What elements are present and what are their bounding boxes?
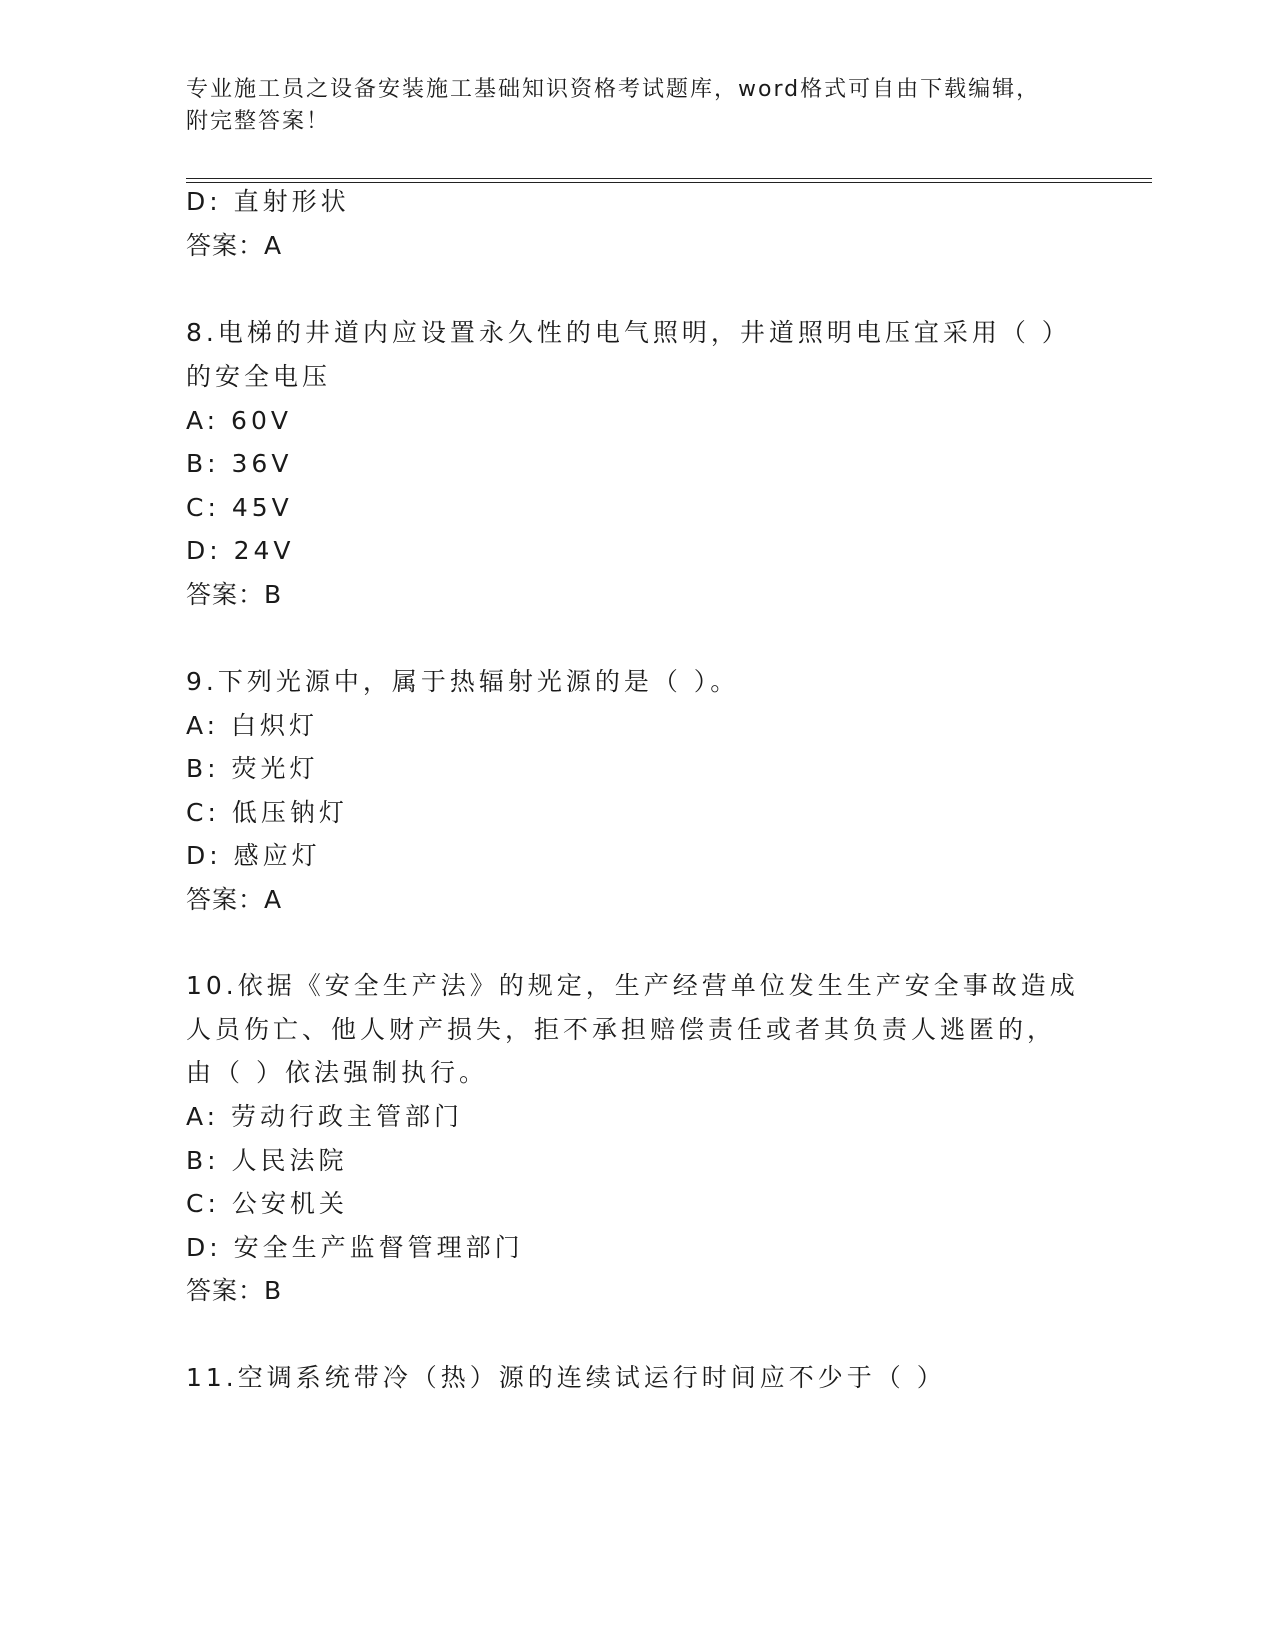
header-line-1: 专业施工员之设备安装施工基础知识资格考试题库，word格式可自由下载编辑， [186, 77, 1041, 102]
q10-stem-line-2: 人员伤亡、他人财产损失，拒不承担赔偿责任或者其负责人逃匿的， [186, 1015, 1057, 1044]
q10-stem-line-1: 10.依据《安全生产法》的规定，生产经营单位发生生产安全事故造成 [186, 971, 1079, 1000]
q8-option-d: D: 24V [186, 536, 295, 565]
q9-option-d: D: 感应灯 [186, 841, 321, 870]
q9-option-c: C: 低压钠灯 [186, 798, 348, 827]
document-header [186, 74, 1086, 138]
q10-option-a: A: 劳动行政主管部门 [186, 1102, 464, 1131]
q8-option-b: B: 36V [186, 449, 293, 478]
q10-stem-line-3: 由（ ）依法强制执行。 [186, 1058, 488, 1087]
q7-answer: 答案：A [186, 231, 283, 260]
q7-option-d: D: 直射形状 [186, 187, 350, 216]
q8-stem-line-2: 的安全电压 [186, 362, 332, 391]
q8-answer: 答案：B [186, 580, 283, 609]
q9-answer: 答案：A [186, 885, 283, 914]
header-divider [186, 178, 1152, 183]
q8-stem-line-1: 8.电梯的井道内应设置永久性的电气照明，井道照明电压宜采用（ ） [186, 318, 1071, 347]
q9-option-a: A: 白炽灯 [186, 711, 319, 740]
q10-answer: 答案：B [186, 1276, 283, 1305]
q9-option-b: B: 荧光灯 [186, 754, 319, 783]
header-line-2: 附完整答案！ [186, 109, 331, 134]
q10-option-c: C: 公安机关 [186, 1189, 348, 1218]
q9-stem-line-1: 9.下列光源中，属于热辐射光源的是（ ）。 [186, 667, 740, 696]
q11-stem-line-1: 11.空调系统带冷（热）源的连续试运行时间应不少于（ ） [186, 1363, 946, 1392]
q8-option-a: A: 60V [186, 406, 292, 435]
q10-option-b: B: 人民法院 [186, 1146, 348, 1175]
q8-option-c: C: 45V [186, 493, 293, 522]
q10-option-d: D: 安全生产监督管理部门 [186, 1233, 524, 1262]
